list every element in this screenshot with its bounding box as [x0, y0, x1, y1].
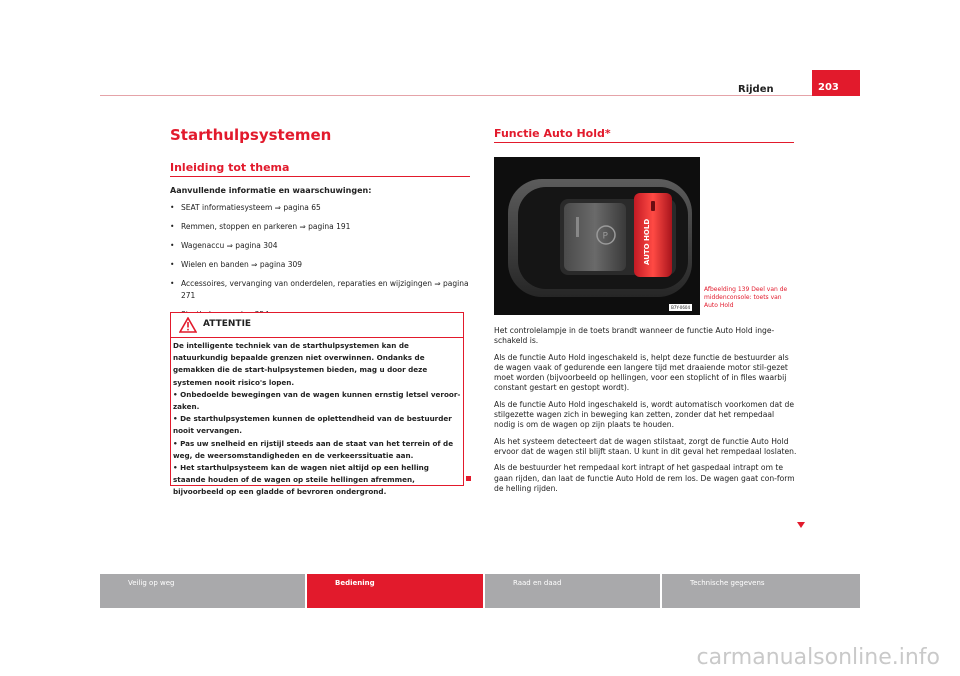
tab-label: Raad en daad: [513, 579, 562, 587]
section-heading: Functie Auto Hold*: [494, 127, 611, 140]
section-heading-rule: [494, 142, 794, 143]
list-item[interactable]: • Accessoires, vervanging van onderdelen, reparaties en wijzigingen ⇒ pagina 271: [170, 278, 470, 302]
figure-caption: Afbeelding 139 Deel van de middenconsole: toets van Auto Hold: [704, 286, 788, 309]
warning-box: [170, 312, 464, 497]
warning-triangle-icon: [179, 317, 197, 333]
warning-paragraph: • Het starthulpsysteem kan de wagen niet altijd op een helling staande houden of de wagen op steile hellingen afremmen, bijvoorbeeld op een gladde of bevroren ondergrond.: [173, 463, 429, 497]
tab-veilig-op-weg[interactable]: [100, 574, 305, 608]
warning-paragraph: • Pas uw snelheid en rijstijl steeds aan de staat van het terrein of de weg, de weersomstandigheden en de verkeerssituatie aan.: [173, 438, 454, 460]
section-heading-rule: [170, 176, 470, 177]
section-heading: Inleiding tot thema: [170, 161, 290, 174]
warning-body: [173, 340, 461, 499]
tab-bediening[interactable]: [307, 574, 483, 608]
continue-arrow-icon[interactable]: [797, 522, 805, 528]
center-console-illustration: [494, 157, 700, 315]
page-number-box: [812, 70, 860, 96]
list-item[interactable]: • Wielen en banden ⇒ pagina 309: [170, 259, 470, 271]
body-paragraph: Als de functie Auto Hold ingeschakeld is, wordt automatisch voorkomen dat de stilgezette wagen zich in beweging kan zetten, zonder dat het rempedaal nodig is om de wagen op zijn plaats te houden.: [494, 399, 794, 430]
warning-paragraph: De intelligente techniek van de starthulpsystemen kan de natuurkundig bepaalde grenzen niet overwinnen. Ondanks de gemakken die de start-hulpsystemen bieden, mag u door deze systemen nooit risico's lopen.: [173, 341, 428, 387]
list-item[interactable]: • Remmen, stoppen en parkeren ⇒ pagina 191: [170, 221, 470, 233]
chapter-heading: Starthulpsystemen: [170, 126, 332, 144]
section-title: Rijden: [738, 84, 774, 95]
list-item[interactable]: • SEAT informatiesysteem ⇒ pagina 65: [170, 202, 470, 214]
warning-header: [171, 313, 463, 338]
body-paragraph: Het controlelampje in de toets brandt wanneer de functie Auto Hold inge-schakeld is.: [494, 326, 775, 346]
body-paragraph: Als het systeem detecteert dat de wagen stilstaat, zorgt de functie Auto Hold ervoor dat de wagen stil blijft staan. U kunt in dit geval het rempedaal loslaten.: [494, 436, 797, 456]
tab-technische-gegevens[interactable]: [662, 574, 860, 608]
tab-raad-en-daad[interactable]: [485, 574, 660, 608]
watermark: carmanualsonline.info: [696, 645, 940, 670]
svg-text:P: P: [602, 231, 608, 242]
auto-hold-button-label: AUTO HOLD: [643, 218, 651, 265]
tab-label: Veilig op weg: [128, 579, 175, 587]
header-rule: [100, 95, 860, 96]
reference-list: [170, 202, 470, 328]
section-end-marker: [466, 476, 471, 481]
body-paragraph: Als de bestuurder het rempedaal kort intrapt of het gaspedaal intrapt om te gaan rijden, dan laat de functie Auto Hold de rem los. De wagen gaat con-form de helling rijden.: [494, 463, 795, 493]
body-text: [494, 326, 797, 500]
body-paragraph: Als de functie Auto Hold ingeschakeld is, helpt deze functie de bestuurder als de wagen vaak of gedurende een langere tijd met draaiende motor stil-gezet moet worden (bijvoorbeeld op hellingen, voor een stoplicht of in files waarbij constant gestart en gestopt wordt).: [494, 352, 789, 393]
figure-code: B7Y-0604: [671, 305, 690, 310]
warning-title: ATTENTIE: [203, 319, 252, 329]
intro-text: Aanvullende informatie en waarschuwingen:: [170, 186, 372, 195]
warning-paragraph: • De starthulpsystemen kunnen de oplettendheid van de bestuurder nooit vervangen.: [173, 414, 452, 436]
tab-label: Bediening: [335, 579, 375, 587]
auto-hold-figure: [494, 157, 700, 315]
warning-paragraph: • Onbedoelde bewegingen van de wagen kunnen ernstig letsel veroor-zaken.: [173, 389, 461, 412]
list-item[interactable]: • Wagenaccu ⇒ pagina 304: [170, 240, 470, 252]
page-number: 203: [818, 82, 839, 93]
tab-label: Technische gegevens: [690, 579, 765, 587]
footer-nav: [100, 574, 860, 608]
